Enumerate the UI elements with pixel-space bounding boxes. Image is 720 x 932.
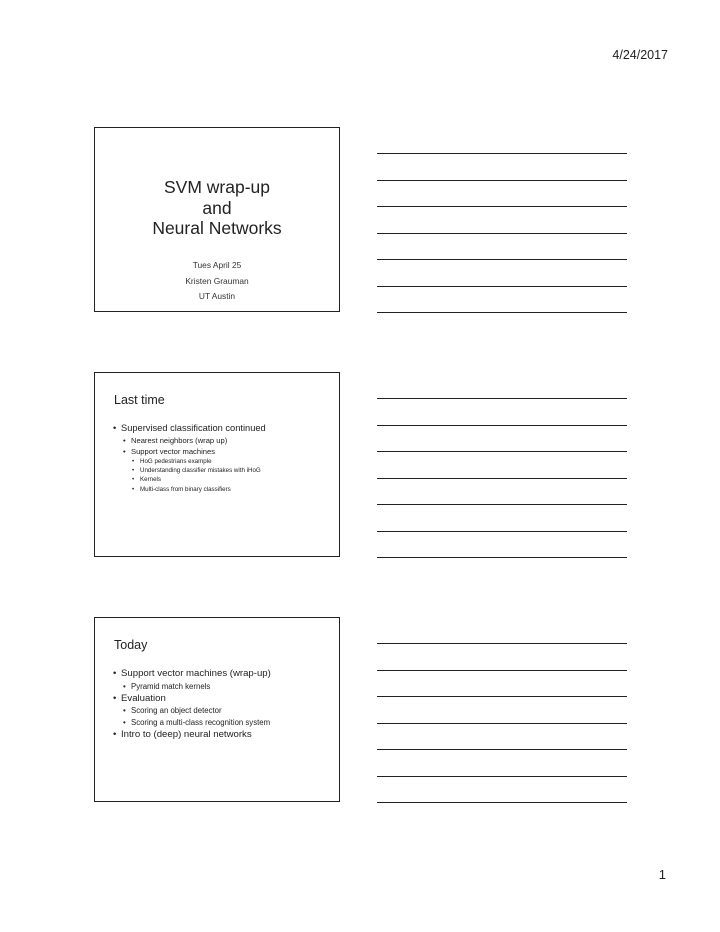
bullet-item: • Intro to (deep) neural networks [113,728,271,742]
note-line [377,504,627,505]
bullet-item: • Multi-class from binary classifiers [132,485,266,494]
note-line [377,180,627,181]
note-line [377,425,627,426]
bullet-item: • Support vector machines [123,446,266,457]
note-line [377,749,627,750]
note-line [377,802,627,803]
bullet-item: • Understanding classifier mistakes with iHoG [132,466,266,475]
slide-main-title [95,177,339,239]
bullet-item: • HoG pedestrians example [132,457,266,466]
bullet-list [113,667,271,741]
slide-last-time [94,372,340,557]
slide-today [94,617,340,802]
subtitle-line: Kristen Grauman [185,275,249,286]
note-line [377,153,627,154]
bullet-list [113,422,266,494]
note-line [377,286,627,287]
note-line [377,557,627,558]
subtitle-line: Tues April 25 [192,260,242,270]
note-line [377,696,627,697]
bullet-item: • Nearest neighbors (wrap up) [123,435,266,446]
title-line: SVM wrap-up [163,177,270,197]
bullet-item: • Pyramid match kernels [123,681,271,692]
note-line [377,776,627,777]
note-line [377,259,627,260]
slide-title-card [94,127,340,312]
note-line [377,398,627,399]
page-date: 4/24/2017 [612,48,668,62]
title-line: Neural Networks [152,218,282,238]
page-number: 1 [658,867,666,882]
slide-heading: Last time [114,393,165,407]
bullet-item: • Evaluation [113,692,271,706]
note-line [377,478,627,479]
note-line [377,451,627,452]
bullet-item: • Support vector machines (wrap-up) [113,667,271,681]
bullet-item: • Kernels [132,475,266,484]
bullet-item: • Scoring a multi-class recognition system [123,717,271,728]
note-line [377,206,627,207]
slide-subtitle [95,258,339,305]
note-line [377,723,627,724]
subtitle-line: UT Austin [198,291,236,301]
slide-heading: Today [114,638,148,652]
note-line [377,643,627,644]
note-line [377,233,627,234]
bullet-item: • Scoring an object detector [123,705,271,716]
note-line [377,531,627,532]
note-line [377,312,627,313]
note-line [377,670,627,671]
bullet-item: • Supervised classification continued [113,422,266,435]
title-line: and [202,197,232,218]
